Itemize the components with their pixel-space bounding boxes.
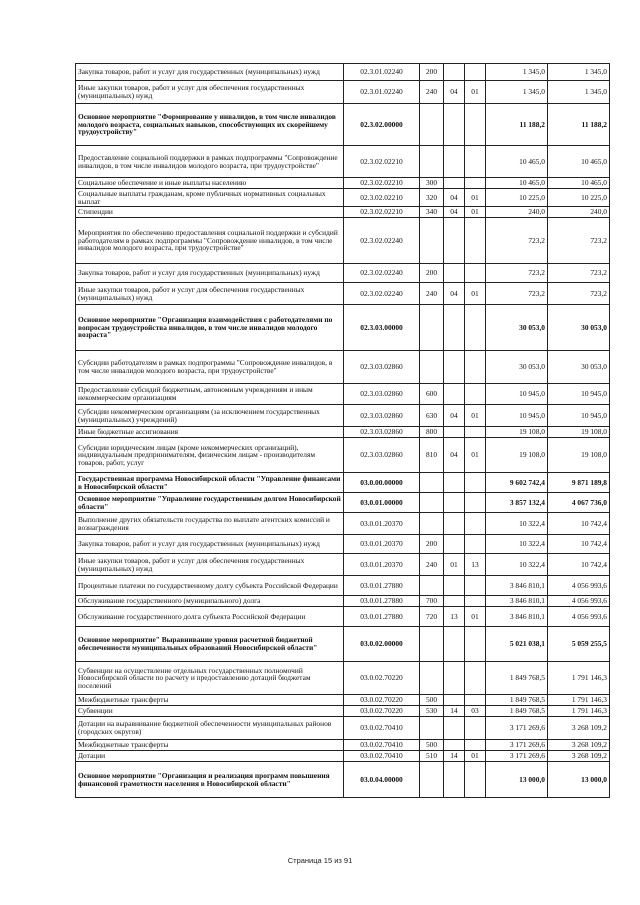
row-amount-year1: 1 849 768,5 — [486, 706, 548, 717]
row-section — [444, 427, 465, 438]
row-section — [444, 627, 465, 662]
row-expense-type: 500 — [420, 695, 444, 706]
row-amount-year2: 30 053,0 — [548, 305, 610, 351]
row-code: 02.3.02.02210 — [344, 189, 420, 207]
table-row — [76, 717, 610, 740]
row-subsection — [465, 740, 486, 751]
row-section: 04 — [444, 283, 465, 305]
row-amount-year2: 13 000,0 — [548, 762, 610, 798]
row-amount-year1: 3 171 269,6 — [486, 751, 548, 762]
row-expense-type — [420, 576, 444, 596]
table-row — [76, 81, 610, 104]
row-amount-year2: 19 108,0 — [548, 427, 610, 438]
row-subsection: 01 — [465, 438, 486, 473]
row-subsection: 01 — [465, 189, 486, 207]
row-code: 02.3.01.02240 — [344, 64, 420, 81]
row-section — [444, 695, 465, 706]
row-code: 03.0.01.27880 — [344, 596, 420, 607]
row-amount-year2: 10 742,4 — [548, 513, 610, 535]
row-expense-type — [420, 351, 444, 384]
row-subsection — [465, 695, 486, 706]
row-amount-year1: 13 000,0 — [486, 762, 548, 798]
row-amount-year1: 240,0 — [486, 207, 548, 218]
row-code: 02.3.02.00000 — [344, 104, 420, 146]
row-expense-type: 240 — [420, 554, 444, 576]
row-subsection — [465, 576, 486, 596]
row-subsection — [465, 493, 486, 513]
row-code: 03.0.01.27880 — [344, 607, 420, 627]
row-code: 02.3.03.02860 — [344, 427, 420, 438]
row-expense-type: 300 — [420, 178, 444, 189]
row-name: Субвенции на осуществление отдельных государственных полномочий Новосибирской области по расчету и предоставлению дотаций бюджетам поселений — [76, 662, 344, 695]
table-row — [76, 64, 610, 81]
row-section — [444, 740, 465, 751]
row-section — [444, 218, 465, 264]
row-section — [444, 576, 465, 596]
row-section — [444, 384, 465, 405]
row-expense-type: 600 — [420, 384, 444, 405]
row-expense-type — [420, 717, 444, 740]
row-expense-type — [420, 493, 444, 513]
row-subsection: 13 — [465, 554, 486, 576]
row-section — [444, 264, 465, 283]
row-amount-year1: 1 849 768,5 — [486, 662, 548, 695]
row-amount-year1: 19 108,0 — [486, 427, 548, 438]
row-amount-year1: 30 053,0 — [486, 305, 548, 351]
row-amount-year1: 723,2 — [486, 283, 548, 305]
row-code: 03.0.04.00000 — [344, 762, 420, 798]
row-name: Закупка товаров, работ и услуг для государственных (муниципальных) нужд — [76, 535, 344, 554]
row-name: Основное мероприятие "Формирование у инвалидов, в том числе инвалидов молодого возраста, социальных навыков, способствующих их скорейшему трудоустройству" — [76, 104, 344, 146]
row-subsection: 01 — [465, 751, 486, 762]
row-name: Дотации — [76, 751, 344, 762]
row-name: Субсидии юридическим лицам (кроме некоммерческих организаций), индивидуальным предпринимателям, физическим лицам - производителям товаров, работ, услуг — [76, 438, 344, 473]
row-amount-year2: 4 056 993,6 — [548, 596, 610, 607]
row-expense-type — [420, 762, 444, 798]
row-subsection: 01 — [465, 81, 486, 104]
row-code: 02.3.03.02860 — [344, 438, 420, 473]
row-name: Государственная программа Новосибирской области "Управление финансами в Новосибирской области" — [76, 473, 344, 493]
row-amount-year1: 1 849 768,5 — [486, 695, 548, 706]
row-section — [444, 662, 465, 695]
row-name: Социальные выплаты гражданам, кроме публичных нормативных социальных выплат — [76, 189, 344, 207]
row-code: 02.3.01.02240 — [344, 81, 420, 104]
row-subsection — [465, 384, 486, 405]
table-row — [76, 438, 610, 473]
row-code: 02.3.02.02210 — [344, 178, 420, 189]
row-amount-year2: 240,0 — [548, 207, 610, 218]
row-amount-year1: 3 171 269,6 — [486, 740, 548, 751]
row-section: 04 — [444, 405, 465, 427]
row-section: 01 — [444, 554, 465, 576]
row-subsection — [465, 64, 486, 81]
row-expense-type: 700 — [420, 596, 444, 607]
row-expense-type — [420, 104, 444, 146]
table-row — [76, 662, 610, 695]
row-subsection: 01 — [465, 405, 486, 427]
row-name: Межбюджетные трансферты — [76, 740, 344, 751]
row-code: 02.3.03.00000 — [344, 305, 420, 351]
row-amount-year2: 1 791 146,3 — [548, 695, 610, 706]
table-row — [76, 762, 610, 798]
row-subsection — [465, 762, 486, 798]
table-row — [76, 189, 610, 207]
table-row — [76, 535, 610, 554]
row-section: 04 — [444, 81, 465, 104]
table-row — [76, 207, 610, 218]
row-amount-year1: 10 945,0 — [486, 384, 548, 405]
row-section — [444, 513, 465, 535]
table-row — [76, 178, 610, 189]
row-code: 03.0.01.27880 — [344, 576, 420, 596]
row-amount-year1: 19 108,0 — [486, 438, 548, 473]
row-expense-type: 810 — [420, 438, 444, 473]
row-name: Основное мероприятие "Организация взаимодействия с работодателями по вопросам трудоустройства инвалидов, в том числе инвалидов молодого возраста" — [76, 305, 344, 351]
row-expense-type — [420, 627, 444, 662]
row-amount-year1: 5 021 038,1 — [486, 627, 548, 662]
row-expense-type: 240 — [420, 81, 444, 104]
row-amount-year1: 3 846 810,1 — [486, 576, 548, 596]
row-amount-year2: 4 056 993,6 — [548, 607, 610, 627]
table-row — [76, 283, 610, 305]
row-amount-year2: 1 791 146,3 — [548, 662, 610, 695]
row-amount-year2: 723,2 — [548, 264, 610, 283]
row-section: 04 — [444, 189, 465, 207]
row-subsection — [465, 627, 486, 662]
row-amount-year1: 10 322,4 — [486, 554, 548, 576]
row-amount-year2: 3 268 109,2 — [548, 751, 610, 762]
row-amount-year1: 11 188,2 — [486, 104, 548, 146]
row-amount-year1: 3 171 269,6 — [486, 717, 548, 740]
row-code: 02.3.03.02860 — [344, 384, 420, 405]
table-row — [76, 305, 610, 351]
row-section: 04 — [444, 207, 465, 218]
row-amount-year1: 3 846 810,1 — [486, 596, 548, 607]
row-name: Иные бюджетные ассигнования — [76, 427, 344, 438]
row-name: Субвенции — [76, 706, 344, 717]
table-row — [76, 427, 610, 438]
row-code: 03.0.02.70410 — [344, 717, 420, 740]
row-name: Стипендии — [76, 207, 344, 218]
row-name: Иные закупки товаров, работ и услуг для обеспечения государственных (муниципальных) нужд — [76, 81, 344, 104]
row-amount-year2: 723,2 — [548, 218, 610, 264]
row-amount-year2: 10 465,0 — [548, 178, 610, 189]
row-subsection — [465, 427, 486, 438]
row-subsection — [465, 146, 486, 178]
row-expense-type — [420, 218, 444, 264]
row-name: Обслуживание государственного (муниципального) долга — [76, 596, 344, 607]
row-subsection — [465, 104, 486, 146]
row-amount-year1: 1 345,0 — [486, 81, 548, 104]
row-amount-year1: 723,2 — [486, 264, 548, 283]
row-section — [444, 762, 465, 798]
row-code: 03.0.02.70220 — [344, 695, 420, 706]
table-row — [76, 627, 610, 662]
row-code: 03.0.01.20370 — [344, 554, 420, 576]
row-amount-year1: 3 857 132,4 — [486, 493, 548, 513]
row-subsection: 01 — [465, 607, 486, 627]
row-name: Выполнение других обязательств государства по выплате агентских комиссий и вознаграждения — [76, 513, 344, 535]
row-code: 03.0.00.00000 — [344, 473, 420, 493]
row-code: 03.0.02.70410 — [344, 751, 420, 762]
table-row — [76, 146, 610, 178]
row-section — [444, 305, 465, 351]
row-amount-year2: 9 871 189,8 — [548, 473, 610, 493]
row-section — [444, 351, 465, 384]
row-amount-year2: 10 465,0 — [548, 146, 610, 178]
row-name: Межбюджетные трансферты — [76, 695, 344, 706]
table-row — [76, 351, 610, 384]
row-name: Закупка товаров, работ и услуг для государственных (муниципальных) нужд — [76, 264, 344, 283]
row-code: 03.0.01.00000 — [344, 493, 420, 513]
row-amount-year1: 723,2 — [486, 218, 548, 264]
row-amount-year1: 10 465,0 — [486, 178, 548, 189]
row-section: 04 — [444, 438, 465, 473]
row-section — [444, 64, 465, 81]
table-row — [76, 706, 610, 717]
row-amount-year2: 3 268 109,2 — [548, 717, 610, 740]
row-expense-type: 340 — [420, 207, 444, 218]
row-subsection — [465, 264, 486, 283]
row-expense-type: 800 — [420, 427, 444, 438]
row-name: Мероприятия по обеспечению предоставления социальной поддержки и субсидий работодателям в рамках подпрограммы "Сопровождение инвалидов, в том числе инвалидов молодого возраста, при трудоустройстве" — [76, 218, 344, 264]
row-subsection: 01 — [465, 207, 486, 218]
table-row — [76, 740, 610, 751]
table-row — [76, 576, 610, 596]
row-expense-type: 500 — [420, 740, 444, 751]
row-section — [444, 493, 465, 513]
row-expense-type — [420, 662, 444, 695]
table-row — [76, 695, 610, 706]
row-expense-type: 200 — [420, 264, 444, 283]
row-subsection — [465, 535, 486, 554]
row-amount-year1: 10 225,0 — [486, 189, 548, 207]
row-section: 13 — [444, 607, 465, 627]
row-name: Субсидии некоммерческим организациям (за исключением государственных (муниципальных) учреждений) — [76, 405, 344, 427]
table-row — [76, 554, 610, 576]
table-row — [76, 493, 610, 513]
row-expense-type: 200 — [420, 64, 444, 81]
row-code: 03.0.02.00000 — [344, 627, 420, 662]
row-amount-year2: 10 945,0 — [548, 384, 610, 405]
row-name: Социальное обеспечение и иные выплаты населению — [76, 178, 344, 189]
row-section — [444, 178, 465, 189]
row-amount-year2: 5 059 255,5 — [548, 627, 610, 662]
row-section — [444, 717, 465, 740]
table-row — [76, 384, 610, 405]
row-name: Предоставление социальной поддержки в рамках подпрограммы "Сопровождение инвалидов, в том числе инвалидов молодого возраста, при трудоустройстве" — [76, 146, 344, 178]
row-section — [444, 596, 465, 607]
table-row — [76, 405, 610, 427]
row-amount-year1: 30 053,0 — [486, 351, 548, 384]
row-name: Обслуживание государственного долга субъекта Российской Федерации — [76, 607, 344, 627]
row-subsection — [465, 513, 486, 535]
row-amount-year1: 1 345,0 — [486, 64, 548, 81]
budget-table-body — [76, 64, 610, 798]
row-subsection: 03 — [465, 706, 486, 717]
row-subsection — [465, 218, 486, 264]
row-amount-year1: 9 602 742,4 — [486, 473, 548, 493]
row-name: Процентные платежи по государственному долгу субъекта Российской Федерации — [76, 576, 344, 596]
row-amount-year2: 30 053,0 — [548, 351, 610, 384]
row-name: Дотации на выравнивание бюджетной обеспеченности муниципальных районов (городских округов) — [76, 717, 344, 740]
row-amount-year2: 1 345,0 — [548, 81, 610, 104]
row-amount-year2: 10 742,4 — [548, 554, 610, 576]
row-section: 14 — [444, 751, 465, 762]
row-subsection — [465, 178, 486, 189]
row-expense-type — [420, 305, 444, 351]
row-name: Иные закупки товаров, работ и услуг для обеспечения государственных (муниципальных) нужд — [76, 554, 344, 576]
row-amount-year2: 4 056 993,6 — [548, 576, 610, 596]
row-code: 03.0.01.20370 — [344, 535, 420, 554]
table-row — [76, 596, 610, 607]
row-amount-year2: 4 067 736,0 — [548, 493, 610, 513]
table-row — [76, 264, 610, 283]
row-section — [444, 146, 465, 178]
row-subsection — [465, 305, 486, 351]
row-code: 02.3.02.02210 — [344, 207, 420, 218]
row-expense-type — [420, 146, 444, 178]
row-name: Закупка товаров, работ и услуг для государственных (муниципальных) нужд — [76, 64, 344, 81]
row-expense-type: 530 — [420, 706, 444, 717]
row-subsection — [465, 473, 486, 493]
budget-table — [75, 63, 610, 798]
table-row — [76, 751, 610, 762]
row-amount-year2: 19 108,0 — [548, 438, 610, 473]
row-expense-type: 510 — [420, 751, 444, 762]
row-name: Основное мероприятие" Выравнивание уровня расчетной бюджетной обеспеченности муниципальных образований Новосибирской области" — [76, 627, 344, 662]
row-section — [444, 473, 465, 493]
row-name: Иные закупки товаров, работ и услуг для обеспечения государственных (муниципальных) нужд — [76, 283, 344, 305]
row-section — [444, 535, 465, 554]
row-name: Предоставление субсидий бюджетным, автономным учреждениям и иным некоммерческим организациям — [76, 384, 344, 405]
row-section: 14 — [444, 706, 465, 717]
table-row — [76, 104, 610, 146]
row-amount-year1: 10 465,0 — [486, 146, 548, 178]
row-section — [444, 104, 465, 146]
table-row — [76, 218, 610, 264]
row-code: 02.3.02.02210 — [344, 146, 420, 178]
row-subsection — [465, 717, 486, 740]
row-expense-type: 720 — [420, 607, 444, 627]
row-subsection — [465, 662, 486, 695]
row-code: 03.0.02.70220 — [344, 662, 420, 695]
row-subsection — [465, 351, 486, 384]
row-name: Основное мероприятие "Управление государственным долгом Новосибирской области" — [76, 493, 344, 513]
row-subsection: 01 — [465, 283, 486, 305]
row-amount-year1: 10 322,4 — [486, 513, 548, 535]
row-expense-type: 200 — [420, 535, 444, 554]
row-amount-year2: 723,2 — [548, 283, 610, 305]
row-expense-type: 630 — [420, 405, 444, 427]
row-code: 02.3.02.02240 — [344, 218, 420, 264]
row-amount-year2: 10 225,0 — [548, 189, 610, 207]
row-subsection — [465, 596, 486, 607]
row-code: 02.3.02.02240 — [344, 264, 420, 283]
row-name: Субсидии работодателям в рамках подпрограммы "Сопровождение инвалидов, в том числе инвалидов молодого возраста, при трудоустройстве" — [76, 351, 344, 384]
row-amount-year1: 10 322,4 — [486, 535, 548, 554]
row-amount-year1: 3 846 810,1 — [486, 607, 548, 627]
row-code: 03.0.02.70220 — [344, 706, 420, 717]
row-expense-type — [420, 513, 444, 535]
row-code: 02.3.03.02860 — [344, 405, 420, 427]
row-expense-type — [420, 473, 444, 493]
row-code: 03.0.02.70410 — [344, 740, 420, 751]
row-expense-type: 240 — [420, 283, 444, 305]
table-row — [76, 473, 610, 493]
row-amount-year1: 10 945,0 — [486, 405, 548, 427]
row-amount-year2: 1 345,0 — [548, 64, 610, 81]
row-amount-year2: 3 268 109,2 — [548, 740, 610, 751]
row-code: 02.3.03.02860 — [344, 351, 420, 384]
row-code: 03.0.01.20370 — [344, 513, 420, 535]
row-amount-year2: 10 945,0 — [548, 405, 610, 427]
row-amount-year2: 10 742,4 — [548, 535, 610, 554]
row-expense-type: 320 — [420, 189, 444, 207]
table-row — [76, 607, 610, 627]
row-amount-year2: 1 791 146,3 — [548, 706, 610, 717]
row-code: 02.3.02.02240 — [344, 283, 420, 305]
table-row — [76, 513, 610, 535]
row-amount-year2: 11 188,2 — [548, 104, 610, 146]
row-name: Основное мероприятие "Организация и реализация программ повышения финансовой грамотности населения в Новосибирской области" — [76, 762, 344, 798]
page-footer: Страница 15 из 91 — [287, 856, 353, 865]
